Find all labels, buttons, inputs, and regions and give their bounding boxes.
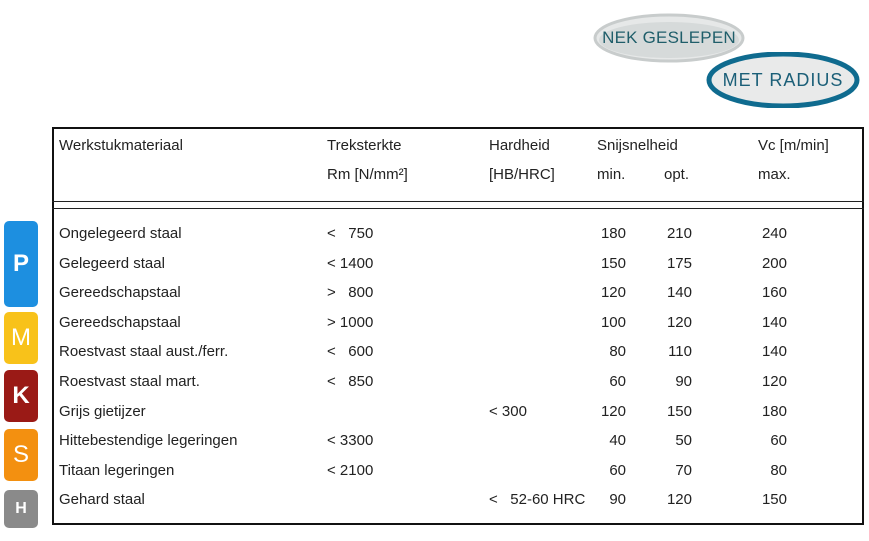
- cell-max: 120: [761, 373, 787, 390]
- cell-opt: 210: [666, 225, 692, 242]
- cell-material: Gereedschapstaal: [59, 314, 181, 331]
- cell-max: 200: [761, 255, 787, 272]
- cell-opt: 110: [668, 343, 692, 360]
- iso-group-k-badge: K: [4, 370, 38, 422]
- header-opt: opt.: [664, 166, 690, 183]
- header-tensile-2: Rm [N/mm²]: [327, 166, 408, 183]
- met-radius-label: MET RADIUS: [722, 69, 844, 90]
- cell-material: Ongelegeerd staal: [59, 225, 182, 242]
- cell-min: 60: [609, 373, 626, 390]
- cell-material: Titaan legeringen: [59, 462, 175, 479]
- cell-min: 60: [609, 462, 626, 479]
- cell-min: 90: [609, 491, 626, 508]
- header-min: min.: [597, 166, 626, 183]
- cell-min: 150: [600, 255, 626, 272]
- cell-tensile: < 1400: [327, 255, 374, 272]
- cell-max: 240: [761, 225, 787, 242]
- cell-tensile: < 600: [327, 343, 374, 360]
- cell-max: 60: [770, 432, 787, 449]
- header-hardness-2: [HB/HRC]: [489, 166, 555, 183]
- cell-tensile: < 850: [327, 373, 374, 390]
- header-badges: [0, 0, 869, 130]
- cell-material: Gereedschapstaal: [59, 284, 181, 301]
- iso-group-p-badge: P: [4, 221, 38, 307]
- cell-tensile: < 2100: [327, 462, 374, 479]
- cell-max: 140: [761, 343, 787, 360]
- header-cutting-speed: Snijsnelheid: [597, 137, 678, 154]
- iso-group-h-badge: H: [4, 490, 38, 528]
- cell-hardness: < 300: [489, 403, 527, 420]
- cell-material: Grijs gietijzer: [59, 403, 146, 420]
- cell-material: Hittebestendige legeringen: [59, 432, 238, 449]
- cell-min: 120: [600, 403, 626, 420]
- cell-opt: 175: [666, 255, 692, 272]
- cell-min: 100: [600, 314, 626, 331]
- cell-opt: 90: [675, 373, 692, 390]
- header-max: max.: [758, 166, 791, 183]
- cell-opt: 140: [666, 284, 692, 301]
- cell-max: 180: [761, 403, 787, 420]
- cell-tensile: > 1000: [327, 314, 374, 331]
- cell-min: 40: [609, 432, 626, 449]
- cell-material: Roestvast staal aust./ferr.: [59, 343, 229, 360]
- nek-geslepen-label: NEK GESLEPEN: [602, 28, 736, 47]
- cell-max: 160: [761, 284, 787, 301]
- cell-material: Gehard staal: [59, 491, 145, 508]
- cell-max: 80: [770, 462, 787, 479]
- cell-opt: 120: [666, 491, 692, 508]
- cell-opt: 120: [666, 314, 692, 331]
- cell-min: 80: [609, 343, 626, 360]
- iso-group-m-badge: M: [4, 312, 38, 364]
- cell-min: 120: [600, 284, 626, 301]
- cell-tensile: < 3300: [327, 432, 374, 449]
- iso-group-s-badge: S: [4, 429, 38, 481]
- header-material: Werkstukmateriaal: [59, 137, 183, 154]
- cell-opt: 50: [675, 432, 692, 449]
- cell-tensile: > 800: [327, 284, 374, 301]
- cell-material: Gelegeerd staal: [59, 255, 165, 272]
- cell-material: Roestvast staal mart.: [59, 373, 200, 390]
- header-divider-bottom: [52, 208, 864, 209]
- cell-tensile: < 750: [327, 225, 374, 242]
- cell-opt: 70: [675, 462, 692, 479]
- header-tensile-1: Treksterkte: [327, 137, 402, 154]
- header-vc: Vc [m/min]: [758, 137, 829, 154]
- cell-max: 140: [761, 314, 787, 331]
- cell-opt: 150: [666, 403, 692, 420]
- cell-max: 150: [761, 491, 787, 508]
- header-divider-top: [52, 201, 864, 202]
- cell-min: 180: [600, 225, 626, 242]
- header-hardness-1: Hardheid: [489, 137, 550, 154]
- cell-hardness: < 52-60 HRC: [489, 491, 586, 508]
